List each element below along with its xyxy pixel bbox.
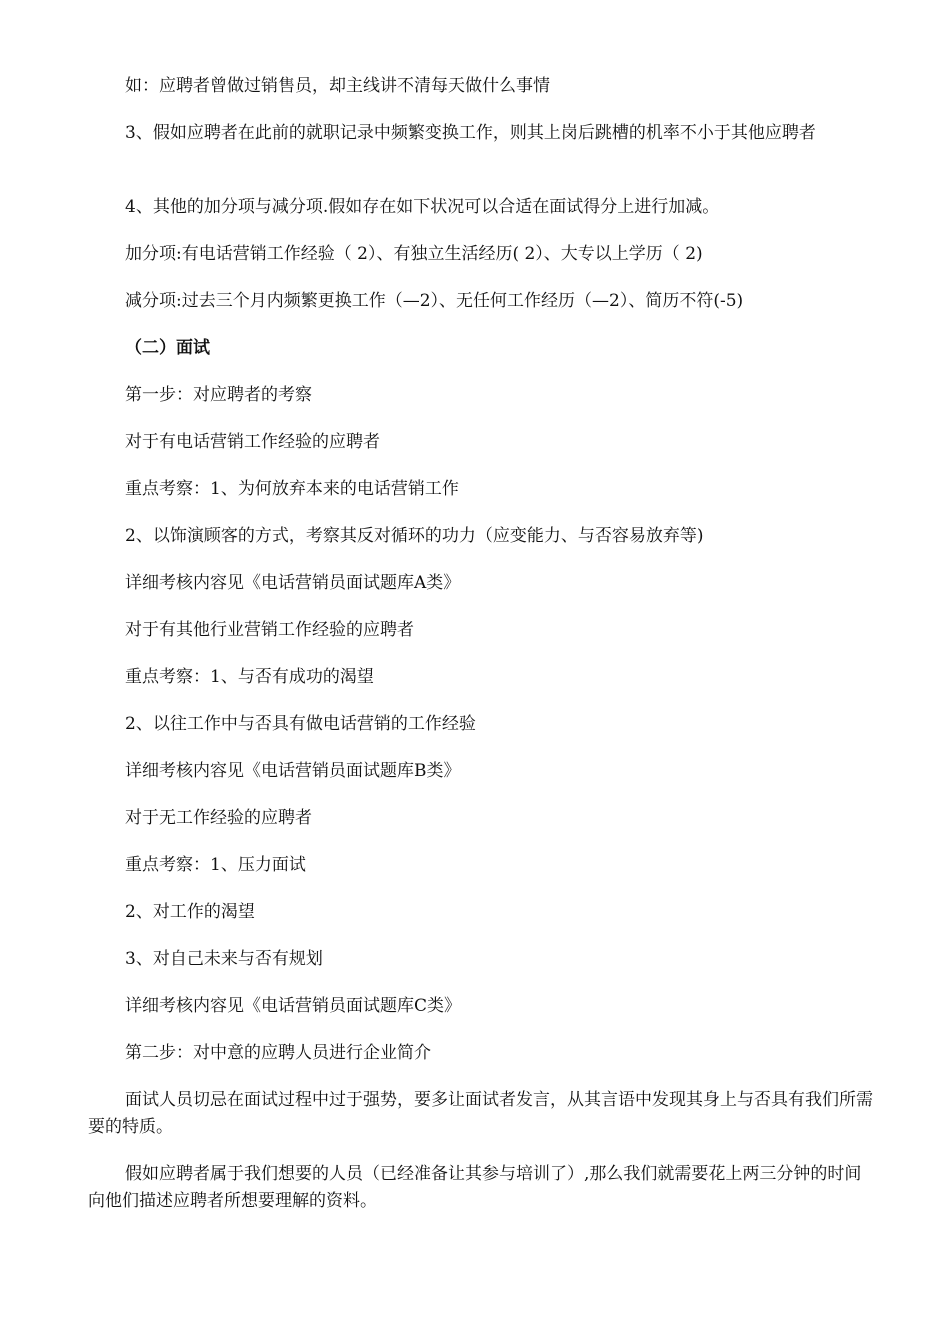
paragraph-other-industry-applicants: 对于有其他行业营销工作经验的应聘者	[125, 620, 414, 640]
paragraph-step-two: 第二步：对中意的应聘人员进行企业简介	[125, 1043, 431, 1063]
paragraph-bonus-deduction-intro: 4、其他的加分项与减分项.假如存在如下状况可以合适在面试得分上进行加减。	[125, 197, 720, 217]
paragraph-focus-2c: 2、对工作的渴望	[125, 902, 255, 922]
paragraph-example: 如：应聘者曾做过销售员，却主线讲不清每天做什么事情	[125, 76, 550, 96]
paragraph-focus-1b: 重点考察：1、与否有成功的渴望	[125, 667, 374, 687]
paragraph-job-hopping: 3、假如应聘者在此前的就职记录中频繁变换工作，则其上岗后跳槽的机率不小于其他应聘者	[125, 123, 816, 143]
paragraph-bonus-items: 加分项:有电话营销工作经验（ 2）、有独立生活经历( 2）、大专以上学历（ 2)	[125, 244, 703, 264]
paragraph-company-intro: 假如应聘者属于我们想要的人员（已经准备让其参与培训了）,那么我们就需要花上两三分钟的时间向他们描述应聘者所想要理解的资料。	[88, 1164, 862, 1211]
paragraph-no-experience-applicants: 对于无工作经验的应聘者	[125, 808, 312, 828]
paragraph-experienced-applicants: 对于有电话营销工作经验的应聘者	[125, 432, 380, 452]
paragraph-interviewer-advice: 面试人员切忌在面试过程中过于强势，要多让面试者发言，从其言语中发现其身上与否具有我们所需要的特质。	[88, 1090, 873, 1137]
paragraph-step-one: 第一步：对应聘者的考察	[125, 385, 312, 405]
section-heading-interview: （二）面试	[125, 338, 210, 358]
paragraph-focus-1c: 重点考察：1、压力面试	[125, 855, 306, 875]
paragraph-question-bank-c: 详细考核内容见《电话营销员面试题库C类》	[125, 996, 462, 1016]
paragraph-deduction-items: 减分项:过去三个月内频繁更换工作（—2）、无任何工作经历（—2）、简历不符(-5)	[125, 291, 744, 311]
paragraph-question-bank-a: 详细考核内容见《电话营销员面试题库A类》	[125, 573, 461, 593]
paragraph-question-bank-b: 详细考核内容见《电话营销员面试题库B类》	[125, 761, 461, 781]
paragraph-focus-1a: 重点考察：1、为何放弃本来的电话营销工作	[125, 479, 459, 499]
paragraph-focus-3c: 3、对自己未来与否有规划	[125, 949, 323, 969]
paragraph-focus-2a: 2、以饰演顾客的方式，考察其反对循环的功力（应变能力、与否容易放弃等)	[125, 526, 704, 546]
paragraph-focus-2b: 2、以往工作中与否具有做电话营销的工作经验	[125, 714, 476, 734]
